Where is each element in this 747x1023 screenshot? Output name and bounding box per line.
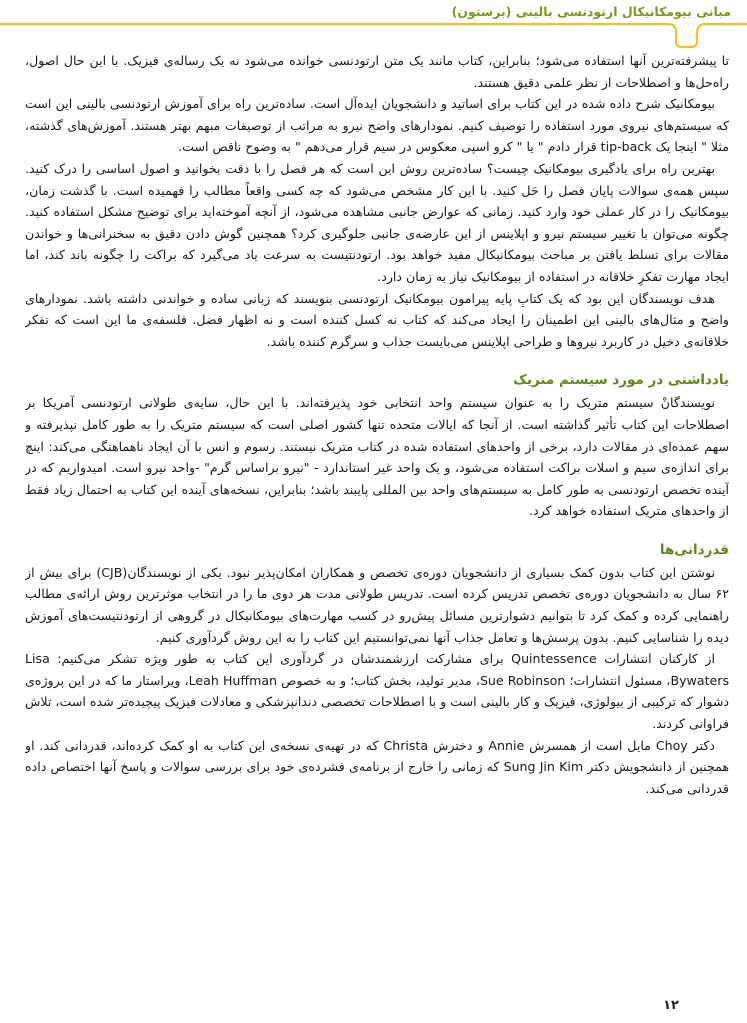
intro-paragraph-3: بهترین راه برای یادگیری بیومکانیک چیست؟ ساده‌ترین روش این است که هر فصل را با دقت بخوانید و اصول اساسی را درک کنید. سپس همه‌ی سوالات پایان فصل را حَل کنید. با این کار مشخص می‌شود که چه کسی واقعاً مطالب را فهمیده است. با گذشت زمان، بیومکانیک را در کار عملی خود وارد کنید. زمانی که عوارض جانبی مشاهده می‌شود، از آنچه آموخته‌اید برای توضیح مشکل استفاده کنید. چگونه می‌توان با تغییر سیستم نیرو و اپلاینس از این عارضه‌ی جانبی جلوگیری کرد؟ همچنین گوش دادن دقیق به سخنرانی‌ها و خواندن مقالات برای تسلط یافتن بر مباحث بیومکانیکال مفید خواهد بود. ارتودنتیست به سرعت یاد می‌گیرد که براکت را چگونه باند کند، اما ایجاد مهارت تفکرِ خلاقانه در استفاده از بیومکانیک نیاز به زمان دارد. (25, 160, 729, 284)
intro-paragraph-2: بیومکانیک شرح داده شده در این کتاب برای اساتید و دانشجویان ایده‌آل است. ساده‌ترین راه برای آموزش ارتودنسی بالینی این است که سیستم‌های نیروی مورد استفاده را توصیف کنیم. نمودارهای واضح نیرو به مراتب از توصیفات مبهم بهتر هستند. آموزش‌های گذشته، مثلا " اینجا یک tip-back قرار دادم " یا " کرو اسپی معکوس در سیم قرار می‌دهم " به وضوح ناقص است. (25, 96, 729, 155)
thanks-paragraph-2: از کارکنان انتشارات Quintessence برای مشارکت ارزشمندشان در گردآوری این کتاب به طور ویژه تشکر می‌کنیم: Lisa Bywaters، مسئول انتشارات؛ Sue Robinson، مدیر تولید، بخش کتاب؛ و به خصوص Leah Huffman، ویراستار ما که در این پروژه‌ی دشوار که ترکیبی از بیولوژی، فیزیک و کار بالینی است و با اصطلاحات تخصصی دندانپزشکی و معادلات فیزیک پیچیده‌تر شده است، تلاش فراوانی کردند. (25, 651, 729, 732)
section-title-acknowledgements: قدردانی‌ها (659, 541, 729, 558)
thanks-paragraph-1: نوشتن این کتاب بدون کمک بسیاری از دانشجویان دوره‌ی تخصص و همکاران امکان‌پذیر نبود. یکی از نویسندگان(CJB) برای بیش از ۶۲ سال به دانشجویان دوره‌ی تخصص تدریس کرده است. تدریس طولانی مدت هر دوی ما را در انتخاب موثرترین روش ارائه‌ی مطالب راهنمایی کرده و کمک کرد تا بتوانیم دشوارترین مسائل پیش‌رو در کسب مهارت‌های بیومکانیکال در گروهی از ارتودنتیست‌های آموزش دیده را شناسایی کنیم. بدون پرسش‌ها و تعامل جذاب آنها نمی‌توانستیم این کتاب را به این روش گردآوری کنیم. (25, 564, 729, 645)
metric-paragraph-1: نویسندگانْ سیستم متریک را به عنوان سیستم واحد انتخابی خود پذیرفته‌اند. با این حال، سایه‌ی طولانی ارتودنسی آمریکا بر اصطلاحات این کتاب تأثیر گذاشته است. از آنجا که ایالات متحده تنها کشور اصلی است که سیستم متریک را به طور کامل نپذیرفته و سهم عمده‌ای در مقالات دارد، برخی از واحدهای استفاده شده در کتاب متریک نیستند. رسوم و انس با آن ایجاد ناهماهنگی می‌کند: اینچ برای اندازه‌ی سیم و اسلات براکت استفاده می‌شود، و یک واحد غیر استاندارد - "نیرو براساس گرم" -واحد نیرو است. امیدواریم که در آینده تخصص ارتودنسی به طور کامل به سیستم‌های واحد بین المللی پایبند باشد؛ بنابراین، نسخه‌های آینده این کتاب به احتمال زیاد فقط از واحدهای متریک استفاده خواهد کرد. (25, 395, 729, 519)
page-number: ۱۲ (663, 998, 679, 1013)
running-title: مبانی بیومکانیکال ارتودنسی بالینی (برستون) (451, 4, 731, 19)
section-title-metric: یادداشتی در مورد سیستم متریک (513, 372, 729, 389)
intro-paragraph-4: هدف نویسندگان این بود که یک کتابِ پایه پیرامون بیومکانیک ارتودنسی بنویسند که زبانی ساده و خواندنی داشته باشد. نمودارهای واضح و مثال‌های بالینی این اطمینان را ایجاد می‌کند که کتاب نه کسل کننده است و نه اظهار فضل. فلسفه‌ی ما این است که تفکر خلاقانه‌ی دخیل در کاربرد نیروها و طراحی اپلاینس می‌بایست جذاب و سرگرم کننده باشد. (25, 290, 729, 349)
intro-paragraph-1: تا پیشرفته‌ترین آنها استفاده می‌شود؛ بنابراین، کتاب مانند یک متن ارتودنسی خوانده می‌شود نه یک رساله‌ی فیزیک. با این حال اصول، راه‌حل‌ها و اصطلاحات از نظر علمی دقیق هستند. (25, 53, 729, 90)
page-content (25, 50, 729, 920)
thanks-paragraph-3: دکتر Choy مایل است از همسرش Annie و دخترش Christa که در تهیه‌ی نسخه‌ی این کتاب به او کمک کرده‌اند، قدردانی کند. او همچنین از دانشجویش دکتر Sung Jin Kim که زمانی را خارج از برنامه‌ی فشرده‌ی خود برای بررسی سوالات و پاسخ آنها اختصاص داده قدردانی می‌کند. (25, 737, 729, 796)
header-band (0, 0, 747, 26)
